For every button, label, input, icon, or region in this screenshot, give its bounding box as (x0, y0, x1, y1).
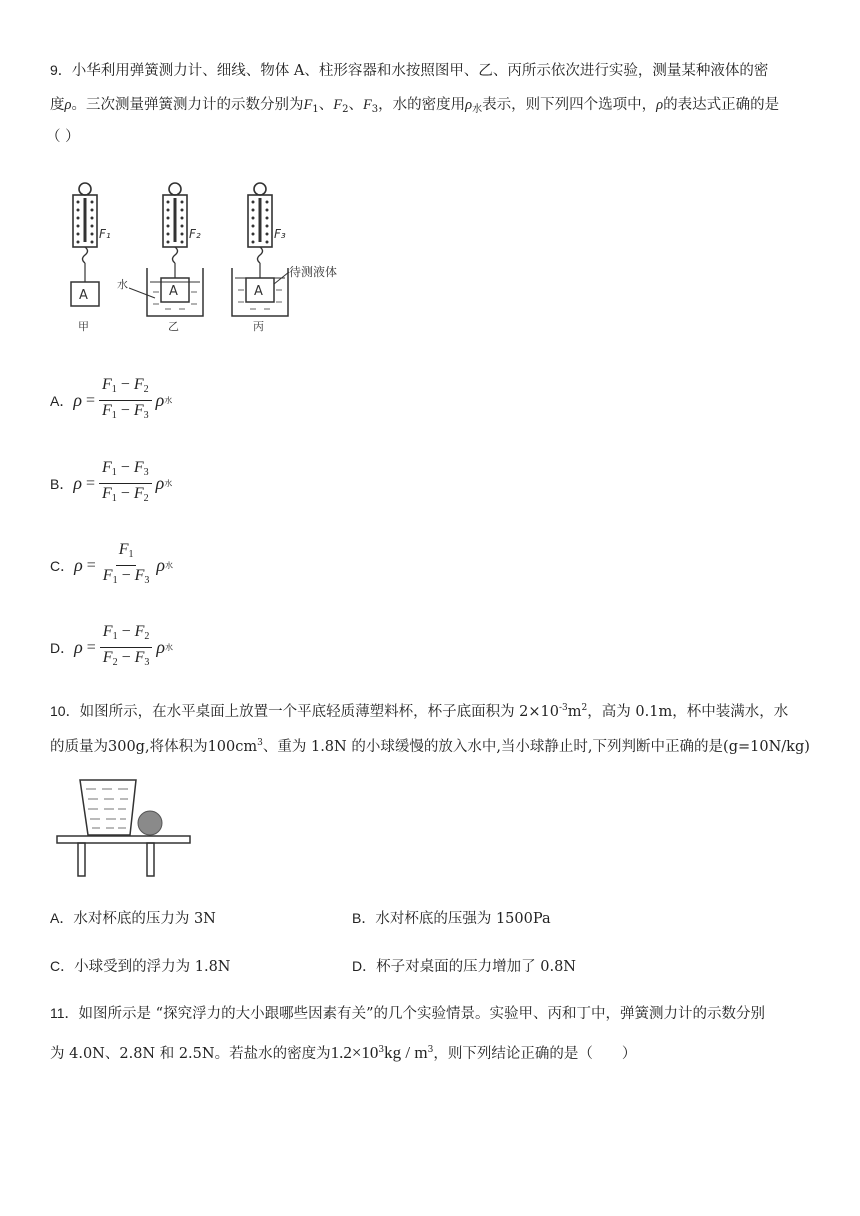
q11-line1 (50, 1003, 765, 1024)
svg-text:F₁: F₁ (99, 227, 111, 241)
table (57, 836, 190, 876)
q9-option-c[interactable]: C． ρ = $\frac{F_1}{F_1 - F_3}$ ρ 水 (50, 541, 174, 586)
q9-line2: 度ρ。三次测量弹簧测力计的示数分别为$F_1$、$F_2$、$F_3$，水的密度用$\rho_水$表示，则下列四个选项中，ρ的表达式正确的是 (50, 97, 780, 115)
q10-option-a[interactable] (50, 908, 216, 929)
spring-scale-bing (232, 183, 337, 333)
q9-text: ，水的密度用 (378, 97, 466, 113)
water-subscript: 水 (472, 104, 483, 115)
q10-sup: 3 (257, 738, 263, 748)
q10-text: 的质量为300g,将体积为100cm (50, 739, 258, 755)
q9-text: 的表达式正确的是 (663, 97, 780, 113)
rho-symbol: ρ (656, 97, 664, 113)
q9-text: 表示，则下列四个选项中， (482, 97, 657, 113)
q11-text: 为 4.0N、2.8N 和 2.5N。若盐水的密度为 (50, 1046, 331, 1062)
svg-text:丙: 丙 (253, 320, 264, 333)
q10-sup: 2 (581, 703, 588, 713)
q11-text: ，则下列结论正确的是（ ） (433, 1046, 637, 1062)
q11-line2 (50, 1040, 636, 1064)
q10-text: ，高为 0.1m，杯中装满水，水 (587, 704, 789, 720)
svg-text:水: 水 (117, 278, 128, 291)
q11-density: 1.2×10 (330, 1043, 379, 1062)
q10-line1 (50, 698, 788, 722)
svg-text:甲: 甲 (78, 320, 89, 333)
q9-option-a[interactable]: A． ρ = $\frac{F_1 - F_2}{F_1 - F_3}$ ρ 水 (50, 376, 173, 421)
option-letter: C． (50, 557, 75, 574)
svg-text:A: A (169, 284, 178, 299)
svg-text:A: A (254, 284, 263, 299)
q9-answer-blank: （ ） (46, 129, 80, 145)
q10-sup: -3 (559, 703, 568, 713)
q11-density-unit: kg / m (384, 1043, 428, 1062)
svg-text:乙: 乙 (168, 320, 179, 333)
q9-text: 。三次测量弹簧测力计的示数分别为 (71, 97, 304, 113)
option-letter: C． (50, 958, 75, 974)
option-letter: D． (50, 639, 75, 656)
svg-text:A: A (79, 288, 88, 303)
option-letter: B． (50, 475, 74, 492)
small-ball (138, 811, 162, 835)
q11-text: 如图所示是 “探究浮力的大小跟哪些因素有关”的几个实验情景。实验甲、丙和丁中，弹簧测力计的示数分别 (78, 1006, 765, 1022)
svg-text:F₂: F₂ (189, 227, 201, 241)
svg-text:待测液体: 待测液体 (289, 265, 338, 279)
option-text: 小球受到的浮力为 1.8N (74, 959, 231, 975)
option-letter: B． (352, 910, 376, 926)
q9-text: 度 (50, 97, 65, 113)
rho-symbol: ρ (64, 97, 72, 113)
q10-text: 如图所示，在水平桌面上放置一个平底轻质薄塑料杯，杯子底面积为 2×10 (79, 704, 560, 720)
q9-option-d[interactable]: D． ρ = $\frac{F_1 - F_2}{F_2 - F_3}$ ρ 水 (50, 623, 174, 668)
q9-option-b[interactable]: B． ρ = $\frac{F_1 - F_3}{F_1 - F_2}$ ρ 水 (50, 459, 173, 504)
q9-number: 9． (50, 62, 72, 78)
option-text: 水对杯底的压力为 3N (73, 911, 216, 927)
q11-sup: 3 (427, 1045, 434, 1055)
q10-text: 、重为 1.8N 的小球缓慢的放入水中,当小球静止时,下列判断中正确的是(g=10N/kg) (262, 739, 810, 755)
option-text: 杯子对桌面的压力增加了 0.8N (376, 959, 576, 975)
rho-symbol: ρ (465, 97, 473, 113)
q10-line2 (50, 733, 810, 757)
q9-stem-line1: 小华利用弹簧测力计、细线、物体 A、柱形容器和水按照图甲、乙、丙所示依次进行实验，测量某种液体的密 (71, 63, 769, 79)
q10-option-c[interactable] (50, 956, 230, 977)
spring-scale-jia (71, 183, 111, 333)
option-letter: A． (50, 910, 74, 926)
q11-sup: 3 (378, 1045, 385, 1055)
q10-figure (52, 775, 202, 880)
q10-option-b[interactable] (352, 908, 551, 929)
f-symbol: F (303, 97, 313, 113)
cup-with-water (80, 780, 136, 835)
svg-text:F₃: F₃ (274, 227, 286, 241)
q10-text: m (567, 704, 582, 720)
option-letter: D． (352, 958, 377, 974)
spring-scale-yi (117, 183, 203, 333)
option-letter: A． (50, 392, 74, 409)
q9-figure (55, 180, 375, 340)
q9-line1 (50, 60, 768, 81)
q10-option-d[interactable] (352, 956, 576, 977)
q11-number: 11． (50, 1005, 79, 1021)
option-text: 水对杯底的压强为 1500Pa (375, 911, 551, 927)
q10-number: 10． (50, 703, 80, 719)
